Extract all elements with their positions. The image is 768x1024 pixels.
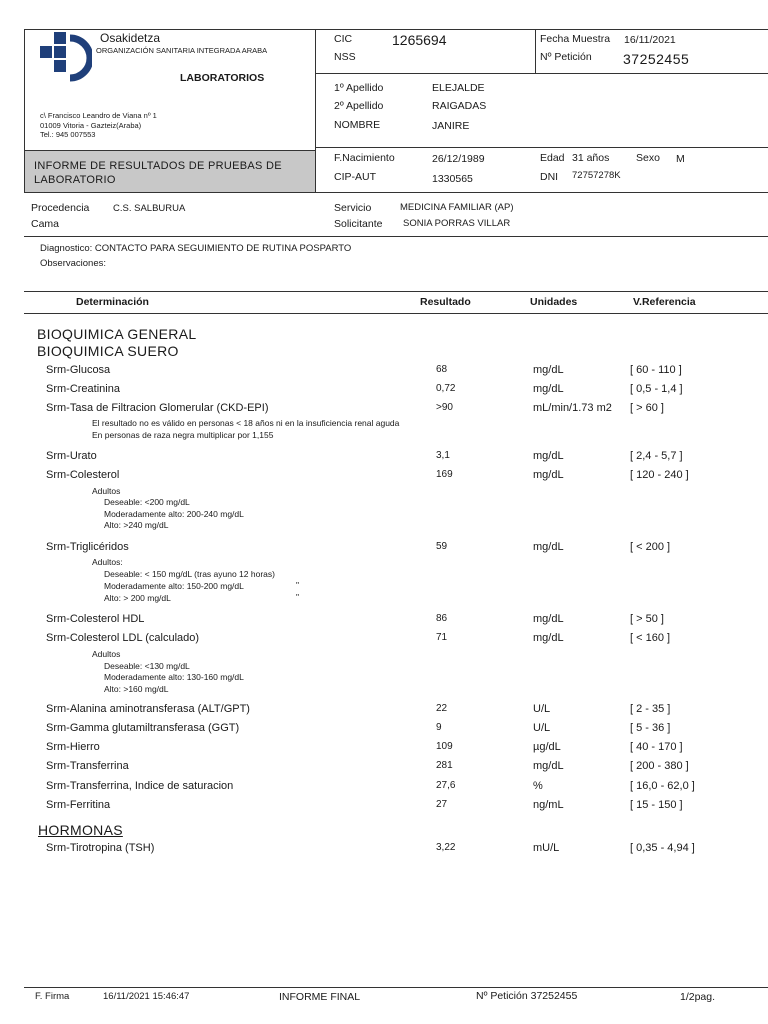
result-unit: U/L [533, 722, 551, 734]
result-row [0, 780, 768, 796]
columns-bottom-line [24, 313, 768, 314]
result-row [0, 799, 768, 815]
result-row [0, 632, 768, 648]
result-reference: [ 2 - 35 ] [630, 703, 671, 715]
footer-firma-date: 16/11/2021 15:46:47 [103, 991, 190, 1002]
result-unit: mg/dL [533, 469, 564, 481]
result-unit: µg/dL [533, 741, 561, 753]
result-name: Srm-Ferritina [46, 799, 111, 811]
result-row [0, 541, 768, 557]
result-name: Srm-Transferrina, Indice de saturacion [46, 780, 234, 792]
diagnostico: Diagnostico: CONTACTO PARA SEGUIMIENTO DE RUTINA POSPARTO [40, 243, 352, 254]
footer-status: INFORME FINAL [279, 991, 361, 1003]
peticion-value: 37252455 [623, 51, 690, 67]
result-unit: mg/dL [533, 541, 564, 553]
footer-line [24, 987, 768, 988]
section-bioquimica-general: BIOQUIMICA GENERAL [37, 326, 197, 342]
ldl-deseable: Deseable: <130 mg/dL [104, 661, 190, 671]
apellido2-label: 2º Apellido [334, 100, 384, 112]
cipaut-label: CIP-AUT [334, 171, 376, 183]
dni-value: 72757278K [572, 170, 621, 181]
result-name: Srm-Gamma glutamiltransferasa (GGT) [46, 722, 240, 734]
footer-page: 1/2pag. [680, 991, 716, 1003]
footer-peticion: Nº Petición 37252455 [476, 990, 578, 1002]
result-reference: [ > 50 ] [630, 613, 664, 625]
tg-ditto-2: " [296, 592, 300, 602]
apellido1-label: 1º Apellido [334, 82, 384, 94]
result-reference: [ 200 - 380 ] [630, 760, 689, 772]
result-row [0, 364, 768, 380]
servicio-label: Servicio [334, 202, 372, 214]
result-reference: [ 120 - 240 ] [630, 469, 689, 481]
ckd-note-1: El resultado no es válido en personas < 18 años ni en la insuficiencia renal aguda [92, 418, 400, 428]
result-reference: [ 0,35 - 4,94 ] [630, 842, 695, 854]
cic-label: CIC [334, 33, 353, 45]
org-address-1: c\ Francisco Leandro de Viana nº 1 [40, 111, 157, 120]
colesterol-alto: Alto: >240 mg/dL [104, 520, 169, 530]
edad-label: Edad [540, 152, 565, 164]
result-reference: [ 40 - 170 ] [630, 741, 683, 753]
result-unit: mg/dL [533, 613, 564, 625]
result-name: Srm-Urato [46, 450, 97, 462]
result-name: Srm-Glucosa [46, 364, 111, 376]
colesterol-adultos: Adultos [92, 486, 121, 496]
origin-divider [24, 236, 768, 237]
columns-top-line [24, 291, 768, 292]
result-reference: [ 0,5 - 1,4 ] [630, 383, 683, 395]
column-referencia: V.Referencia [633, 296, 696, 308]
colesterol-moderado: Moderadamente alto: 200-240 mg/dL [104, 509, 244, 519]
result-row [0, 760, 768, 776]
result-unit: mg/dL [533, 450, 564, 462]
servicio-value: MEDICINA FAMILIAR (AP) [400, 202, 514, 213]
result-row [0, 402, 768, 418]
result-name: Srm-Colesterol LDL (calculado) [46, 632, 200, 644]
result-unit: mg/dL [533, 364, 564, 376]
fecha-muestra-value: 16/11/2021 [624, 34, 676, 46]
solicitante-label: Solicitante [334, 218, 383, 230]
edad-value: 31 años [572, 152, 610, 164]
osakidetza-logo-icon [40, 32, 92, 82]
result-name: Srm-Triglicéridos [46, 541, 129, 553]
result-row [0, 741, 768, 757]
nacimiento-label: F.Nacimiento [334, 152, 395, 164]
org-address-2: 01009 Vitoria - Gazteiz(Araba) [40, 121, 142, 130]
result-value: 68 [436, 364, 448, 375]
result-unit: U/L [533, 703, 551, 715]
peticion-label: Nº Petición [540, 51, 592, 63]
procedencia-value: C.S. SALBURUA [113, 203, 186, 214]
result-unit: mU/L [533, 842, 560, 854]
tg-adultos: Adultos: [92, 557, 123, 567]
result-value: >90 [436, 402, 453, 413]
solicitante-value: SONIA PORRAS VILLAR [403, 218, 511, 229]
tg-deseable: Deseable: < 150 mg/dL (tras ayuno 12 horas) [104, 569, 275, 579]
nombre-label: NOMBRE [334, 119, 381, 131]
result-reference: [ > 60 ] [630, 402, 664, 414]
result-value: 169 [436, 469, 453, 480]
section-hormonas: HORMONAS [38, 822, 123, 838]
cipaut-value: 1330565 [432, 173, 473, 185]
result-unit: % [533, 780, 543, 792]
result-value: 71 [436, 632, 448, 643]
result-row [0, 469, 768, 485]
result-name: Srm-Creatinina [46, 383, 120, 395]
org-name: Osakidetza [100, 31, 161, 45]
header-divider-left [315, 29, 316, 193]
header-divider-right [535, 29, 536, 73]
column-determinacion: Determinación [76, 296, 149, 308]
result-row [0, 722, 768, 738]
result-value: 27 [436, 799, 448, 810]
result-value: 0,72 [436, 383, 456, 394]
result-row [0, 450, 768, 466]
result-row [0, 613, 768, 629]
result-value: 281 [436, 760, 453, 771]
result-reference: [ < 200 ] [630, 541, 671, 553]
nacimiento-value: 26/12/1989 [432, 153, 485, 165]
result-value: 109 [436, 741, 453, 752]
result-name: Srm-Colesterol HDL [46, 613, 145, 625]
result-value: 27,6 [436, 780, 456, 791]
result-value: 9 [436, 722, 442, 733]
sexo-label: Sexo [636, 152, 660, 164]
result-reference: [ < 160 ] [630, 632, 671, 644]
result-name: Srm-Tirotropina (TSH) [46, 842, 155, 854]
column-unidades: Unidades [530, 296, 578, 308]
result-unit: ng/mL [533, 799, 564, 811]
result-name: Srm-Transferrina [46, 760, 129, 772]
footer-firma-label: F. Firma [35, 991, 70, 1002]
result-value: 86 [436, 613, 448, 624]
header-line-1 [315, 73, 768, 74]
tg-ditto-1: " [296, 580, 300, 590]
column-resultado: Resultado [420, 296, 471, 308]
cic-value: 1265694 [392, 32, 447, 48]
ldl-alto: Alto: >160 mg/dL [104, 684, 169, 694]
apellido2-value: RAIGADAS [432, 100, 487, 112]
result-name: Srm-Hierro [46, 741, 100, 753]
observaciones: Observaciones: [40, 258, 107, 269]
result-unit: mg/dL [533, 760, 564, 772]
colesterol-deseable: Deseable: <200 mg/dL [104, 497, 190, 507]
sexo-value: M [676, 153, 685, 165]
result-name: Srm-Tasa de Filtracion Glomerular (CKD-EPI) [46, 402, 269, 414]
procedencia-label: Procedencia [31, 202, 90, 214]
dni-label: DNI [540, 171, 559, 183]
result-reference: [ 2,4 - 5,7 ] [630, 450, 683, 462]
result-value: 3,1 [436, 450, 450, 461]
result-row [0, 703, 768, 719]
nss-label: NSS [334, 51, 356, 63]
section-bioquimica-suero: BIOQUIMICA SUERO [37, 343, 179, 359]
org-subtitle: ORGANIZACIÓN SANITARIA INTEGRADA ARABA [96, 46, 268, 55]
result-reference: [ 5 - 36 ] [630, 722, 671, 734]
result-reference: [ 60 - 110 ] [630, 364, 682, 376]
nombre-value: JANIRE [432, 120, 470, 132]
ldl-adultos: Adultos [92, 649, 121, 659]
result-unit: mg/dL [533, 632, 564, 644]
fecha-muestra-label: Fecha Muestra [540, 33, 611, 45]
org-phone: Tel.: 945 007553 [40, 130, 96, 139]
result-unit: mg/dL [533, 383, 564, 395]
report-title: INFORME DE RESULTADOS DE PRUEBAS DE LABORATORIO [34, 160, 282, 186]
department: LABORATORIOS [180, 72, 265, 84]
tg-alto: Alto: > 200 mg/dL [104, 593, 171, 603]
ckd-note-2: En personas de raza negra multiplicar por 1,155 [92, 430, 274, 440]
result-row [0, 383, 768, 399]
result-value: 3,22 [436, 842, 456, 853]
header-line-2 [315, 147, 768, 148]
result-row [0, 842, 768, 858]
result-name: Srm-Alanina aminotransferasa (ALT/GPT) [46, 703, 250, 715]
result-value: 59 [436, 541, 448, 552]
ldl-moderado: Moderadamente alto: 130-160 mg/dL [104, 672, 244, 682]
result-reference: [ 15 - 150 ] [630, 799, 683, 811]
apellido1-value: ELEJALDE [432, 82, 485, 94]
cama-label: Cama [31, 218, 60, 230]
result-reference: [ 16,0 - 62,0 ] [630, 780, 695, 792]
result-value: 22 [436, 703, 448, 714]
result-name: Srm-Colesterol [46, 469, 120, 481]
tg-moderado: Moderadamente alto: 150-200 mg/dL [104, 581, 244, 591]
result-unit: mL/min/1.73 m2 [533, 402, 612, 414]
